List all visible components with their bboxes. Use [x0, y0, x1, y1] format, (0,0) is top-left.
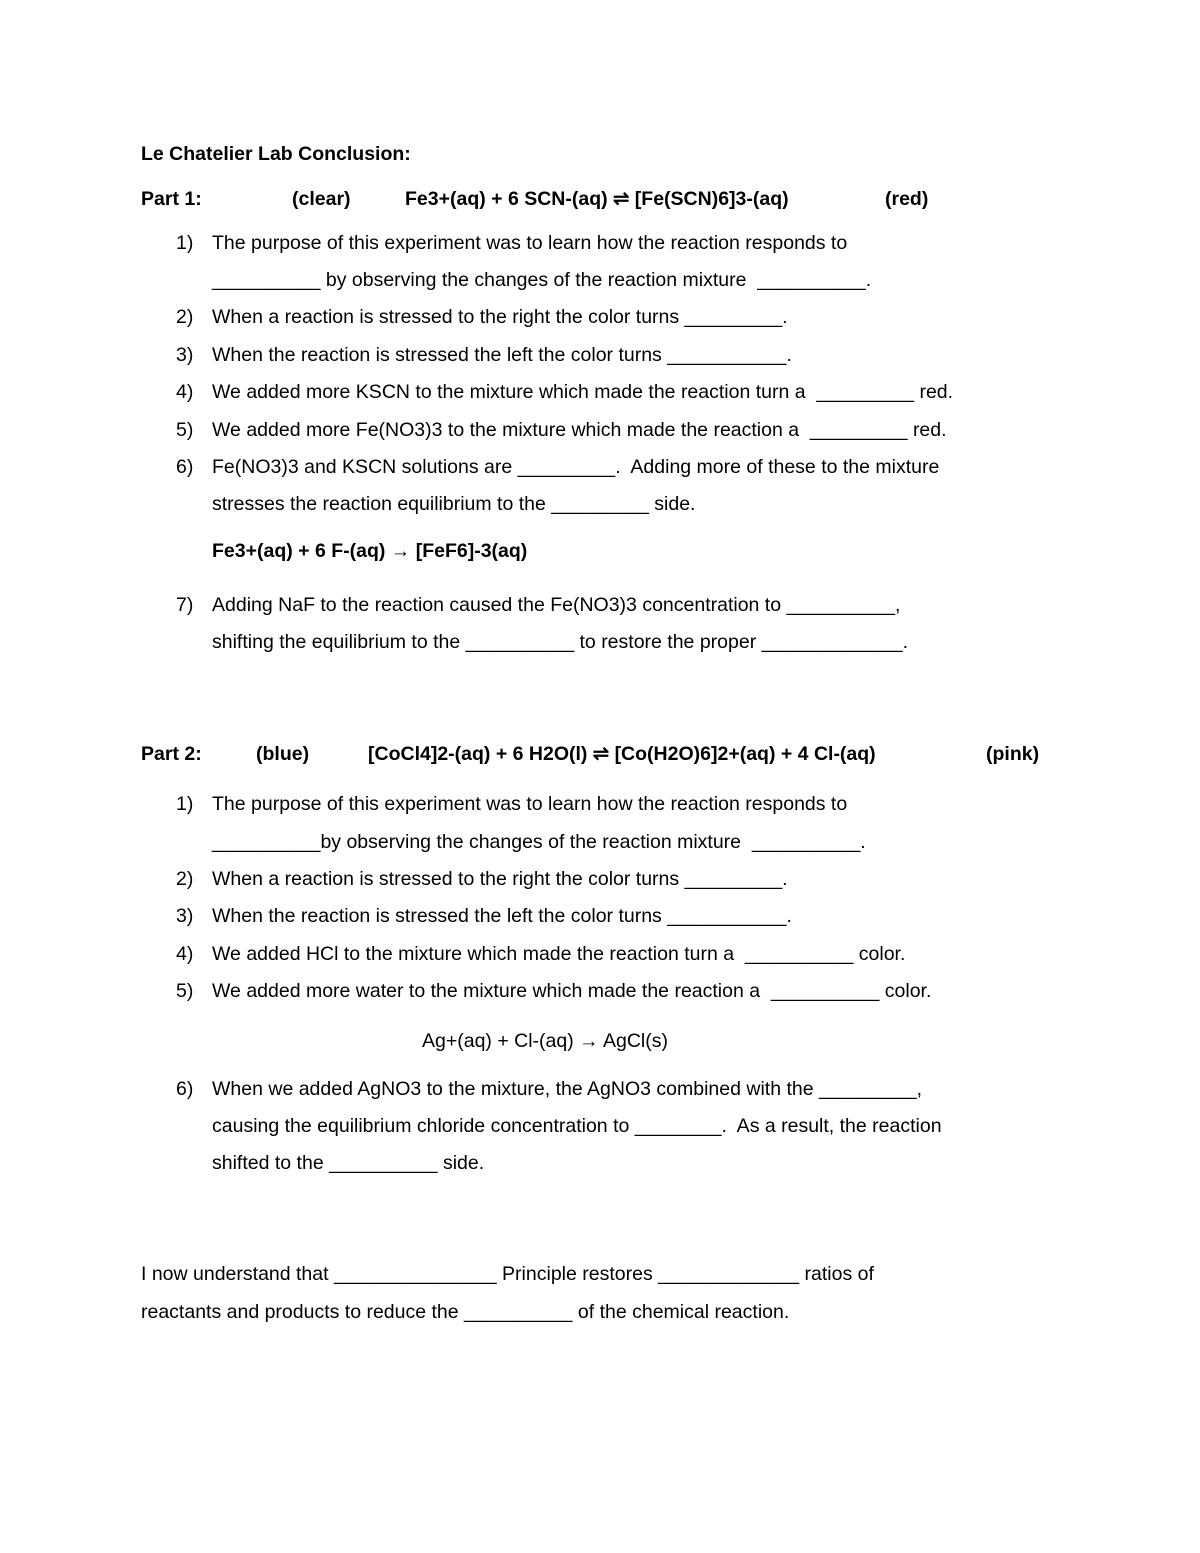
question-number: 5)	[176, 419, 194, 441]
question-text: Fe(NO3)3 and KSCN solutions are _________. Adding more of these to the mixture	[212, 456, 940, 478]
question-text: Adding NaF to the reaction caused the Fe(NO3)3 concentration to __________,	[212, 594, 901, 616]
question-text: The purpose of this experiment was to learn how the reaction responds to	[212, 232, 848, 254]
part2-equation: [CoCl4]2-(aq) + 6 H2O(l) ⇌ [Co(H2O)6]2+(aq) + 4 Cl-(aq)	[368, 743, 876, 765]
question-number: 5)	[176, 980, 194, 1002]
question-text: We added more water to the mixture which made the reaction a __________ color.	[212, 980, 932, 1002]
question-number: 2)	[176, 868, 194, 890]
part1-equation-fluoride: Fe3+(aq) + 6 F-(aq) → [FeF6]-3(aq)	[212, 540, 528, 562]
part2-right-color: (pink)	[986, 743, 1040, 765]
question-text: When the reaction is stressed the left the color turns ___________.	[212, 344, 792, 366]
question-number: 4)	[176, 943, 194, 965]
question-text: __________ by observing the changes of the reaction mixture __________.	[212, 269, 872, 291]
part1-equation: Fe3+(aq) + 6 SCN-(aq) ⇌ [Fe(SCN)6]3-(aq)	[405, 188, 789, 210]
question-number: 1)	[176, 232, 194, 254]
question-text: When the reaction is stressed the left the color turns ___________.	[212, 905, 792, 927]
conclusion-line: reactants and products to reduce the __________ of the chemical reaction.	[141, 1301, 790, 1323]
part2-left-color: (blue)	[256, 743, 310, 765]
question-text: The purpose of this experiment was to learn how the reaction responds to	[212, 793, 848, 815]
part1-left-color: (clear)	[292, 188, 351, 210]
question-text: When we added AgNO3 to the mixture, the AgNO3 combined with the _________,	[212, 1078, 923, 1100]
question-text: causing the equilibrium chloride concentration to ________. As a result, the reaction	[212, 1115, 942, 1137]
question-number: 7)	[176, 594, 194, 616]
question-number: 1)	[176, 793, 194, 815]
part2-label: Part 2:	[141, 743, 202, 765]
page-title: Le Chatelier Lab Conclusion:	[141, 143, 411, 165]
conclusion-line: I now understand that _______________ Principle restores _____________ ratios of	[141, 1263, 874, 1285]
question-number: 3)	[176, 344, 194, 366]
question-text: shifted to the __________ side.	[212, 1152, 485, 1174]
part1-right-color: (red)	[885, 188, 929, 210]
question-number: 3)	[176, 905, 194, 927]
question-text: When a reaction is stressed to the right the color turns _________.	[212, 868, 788, 890]
question-text: When a reaction is stressed to the right the color turns _________.	[212, 306, 788, 328]
question-number: 4)	[176, 381, 194, 403]
question-text: __________by observing the changes of the reaction mixture __________.	[212, 831, 866, 853]
question-text: We added more KSCN to the mixture which made the reaction turn a _________ red.	[212, 381, 954, 403]
question-text: shifting the equilibrium to the __________ to restore the proper _____________.	[212, 631, 909, 653]
question-number: 2)	[176, 306, 194, 328]
part2-equation-silver-chloride: Ag+(aq) + Cl-(aq) → AgCl(s)	[422, 1030, 668, 1052]
question-number: 6)	[176, 1078, 194, 1100]
part1-label: Part 1:	[141, 188, 202, 210]
question-text: stresses the reaction equilibrium to the _________ side.	[212, 493, 696, 515]
question-text: We added HCl to the mixture which made the reaction turn a __________ color.	[212, 943, 906, 965]
question-number: 6)	[176, 456, 194, 478]
question-text: We added more Fe(NO3)3 to the mixture which made the reaction a _________ red.	[212, 419, 947, 441]
